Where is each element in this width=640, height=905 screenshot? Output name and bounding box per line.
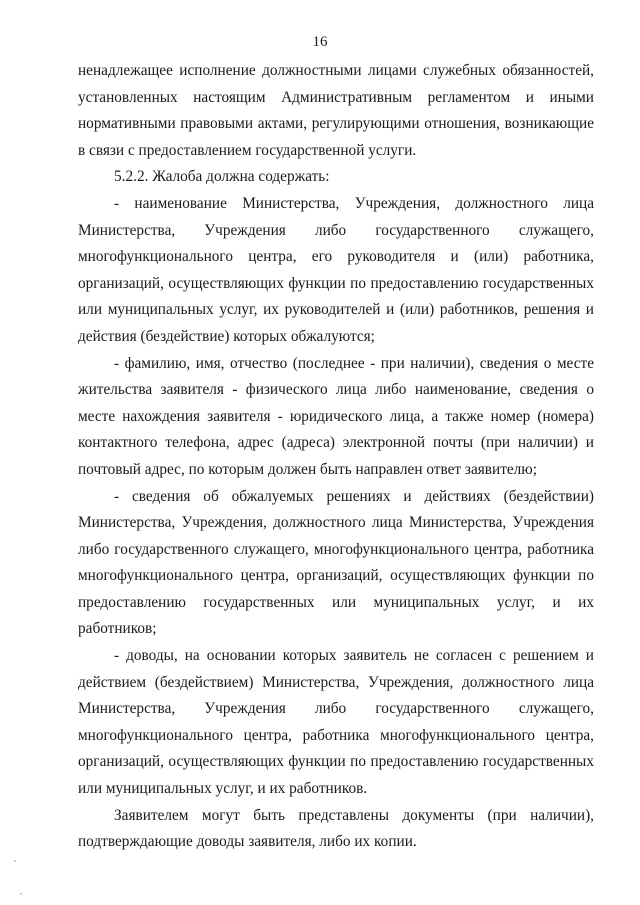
paragraph-continuation: ненадлежащее исполнение должностными лицами служебных обязанностей, установленных настоящим Административным регламентом и иными нормативными правовыми актами, регулирующими отношения, возникающие в связи с предоставлением государственной услуги. <box>78 62 594 159</box>
document-body <box>78 58 594 856</box>
scan-speck <box>20 893 22 895</box>
paragraph-item-name: - наименование Министерства, Учреждения, должностного лица Министерства, Учреждения либо государственного служащего, многофункционального центра, его руководителя и (или) работника, организаций, осуществляющих функции по предоставлению государственных или муниципальных услуг, их руководителей и (или) работников, решения и действия (бездействие) которых обжалуются; <box>78 194 594 345</box>
paragraph-documents: Заявителем могут быть представлены документы (при наличии), подтверждающие доводы заявителя, либо их копии. <box>78 806 594 851</box>
paragraph-item-applicant-info: - фамилию, имя, отчество (последнее - при наличии), сведения о месте жительства заявителя - физического лица либо наименование, сведения о месте нахождения заявителя - юридического лица, а также номер (номера) контактного телефона, адрес (адреса) электронной почты (при наличии) и почтовый адрес, по которым должен быть направлен ответ заявителю; <box>78 354 594 478</box>
page-number: 16 <box>312 34 328 50</box>
paragraph-section-heading: 5.2.2. Жалоба должна содержать: <box>114 168 330 186</box>
paragraph-item-arguments: - доводы, на основании которых заявитель не согласен с решением и действием (бездействием) Министерства, Учреждения, должностного лица Министерства, Учреждения либо государственного служащего, многофункционального центра, работника многофункционального центра, организаций, осуществляющих функции по предоставлению государственных или муниципальных услуг, и их работников. <box>78 647 594 798</box>
scan-speck <box>14 860 16 862</box>
paragraph-item-appealed-decisions: - сведения об обжалуемых решениях и действиях (бездействии) Министерства, Учреждения, должностного лица Министерства, Учреждения либо государственного служащего, многофункционального центра, работника многофункционального центра, организаций, осуществляющих функции по предоставлению государственных или муниципальных услуг, и их работников; <box>78 487 594 638</box>
